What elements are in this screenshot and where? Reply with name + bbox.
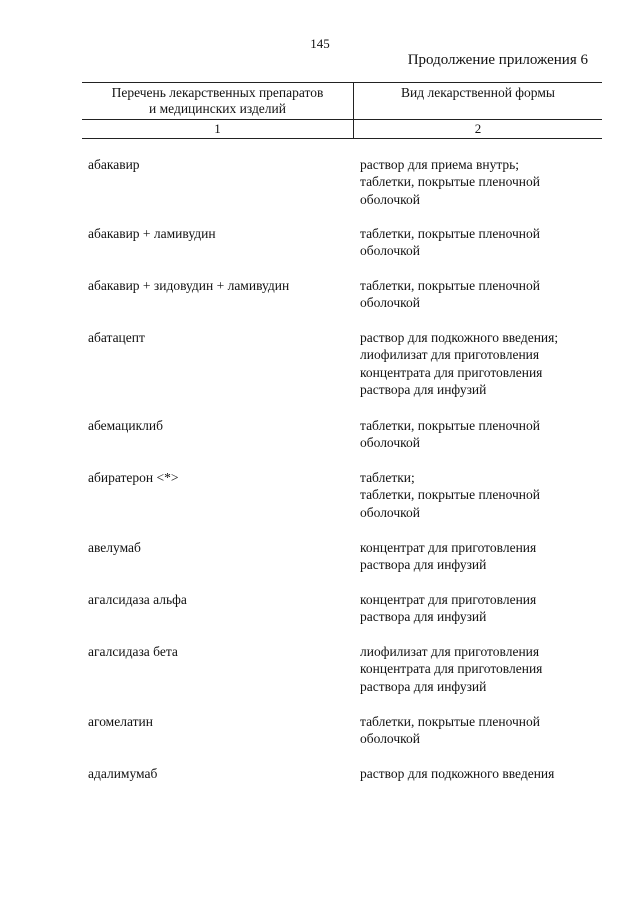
dosage-forms bbox=[360, 591, 602, 626]
column-number-2: 2 bbox=[474, 121, 482, 136]
dosage-form-line: концентрат для приготовления bbox=[360, 592, 537, 607]
dosage-form-line: раствор для приема внутрь; bbox=[360, 157, 520, 172]
dosage-form-line: раствора для инфузий bbox=[360, 557, 487, 573]
dosage-form-line: концентрат для приготовления bbox=[360, 540, 537, 555]
drug-name: абемациклиб bbox=[88, 418, 163, 433]
dosage-form-line: оболочкой bbox=[360, 731, 420, 747]
dosage-form-line: таблетки, покрытые пленочной bbox=[360, 714, 541, 729]
column-number-1: 1 bbox=[82, 120, 354, 138]
page-number: 145 bbox=[310, 36, 330, 51]
table-row bbox=[88, 469, 602, 521]
column-number-row bbox=[82, 120, 602, 138]
dosage-forms bbox=[360, 417, 602, 452]
continuation-heading: Продолжение приложения 6 bbox=[407, 52, 588, 68]
dosage-form-line: таблетки, покрытые пленочной bbox=[360, 487, 541, 503]
dosage-form-line: оболочкой bbox=[360, 435, 420, 451]
header-dosage-form-line: Вид лекарственной формы bbox=[401, 85, 555, 100]
dosage-form-line: лиофилизат для приготовления bbox=[360, 347, 540, 363]
drug-name: агомелатин bbox=[88, 714, 153, 729]
dosage-form-line: раствора для инфузий bbox=[360, 678, 487, 694]
drug-name: абакавир + ламивудин bbox=[88, 226, 216, 241]
dosage-form-line: концентрата для приготовления bbox=[360, 661, 543, 677]
drug-name: абакавир bbox=[88, 157, 140, 172]
dosage-form-line: раствор для подкожного введения bbox=[360, 766, 555, 781]
dosage-forms bbox=[360, 643, 602, 695]
dosage-forms bbox=[360, 539, 602, 574]
table-row bbox=[88, 329, 602, 399]
dosage-form-line: раствора для инфузий bbox=[360, 609, 487, 625]
header-dosage-form bbox=[354, 83, 602, 119]
header-row bbox=[82, 83, 602, 120]
table-row bbox=[88, 713, 602, 748]
header-drug-list-line: и медицинских изделий bbox=[149, 101, 286, 116]
table-row bbox=[88, 156, 602, 208]
drug-name: абиратерон <*> bbox=[88, 470, 179, 485]
table-row bbox=[88, 417, 602, 452]
drug-name: адалимумаб bbox=[88, 766, 158, 781]
dosage-form-line: таблетки, покрытые пленочной bbox=[360, 418, 541, 433]
dosage-forms bbox=[360, 329, 602, 399]
dosage-form-line: оболочкой bbox=[360, 295, 420, 311]
dosage-forms bbox=[360, 765, 602, 782]
dosage-form-line: таблетки, покрытые пленочной bbox=[360, 174, 541, 190]
drug-name: абатацепт bbox=[88, 330, 145, 345]
header-drug-list bbox=[82, 83, 354, 119]
dosage-forms bbox=[360, 469, 602, 521]
table-row bbox=[88, 277, 602, 312]
dosage-form-line: таблетки, покрытые пленочной bbox=[360, 278, 541, 293]
dosage-form-line: раствор для подкожного введения; bbox=[360, 330, 559, 345]
dosage-forms bbox=[360, 225, 602, 260]
dosage-form-line: раствора для инфузий bbox=[360, 382, 487, 398]
table-row bbox=[88, 765, 602, 782]
dosage-form-line: оболочкой bbox=[360, 191, 420, 207]
drug-name: агалсидаза альфа bbox=[88, 592, 187, 607]
header-drug-list-line: Перечень лекарственных препаратов bbox=[111, 85, 324, 100]
dosage-forms bbox=[360, 277, 602, 312]
dosage-form-line: оболочкой bbox=[360, 243, 420, 259]
drug-name: авелумаб bbox=[88, 540, 141, 555]
drug-name: агалсидаза бета bbox=[88, 644, 178, 659]
dosage-forms bbox=[360, 156, 602, 208]
table-row bbox=[88, 591, 602, 626]
dosage-form-line: лиофилизат для приготовления bbox=[360, 644, 540, 659]
drug-name: абакавир + зидовудин + ламивудин bbox=[88, 278, 290, 293]
table-row bbox=[88, 225, 602, 260]
table-row bbox=[88, 539, 602, 574]
dosage-form-line: оболочкой bbox=[360, 504, 420, 520]
table-header bbox=[82, 82, 602, 139]
table-row bbox=[88, 643, 602, 695]
dosage-form-line: таблетки, покрытые пленочной bbox=[360, 226, 541, 241]
dosage-form-line: концентрата для приготовления bbox=[360, 364, 543, 380]
dosage-forms bbox=[360, 713, 602, 748]
dosage-form-line: таблетки; bbox=[360, 470, 415, 485]
